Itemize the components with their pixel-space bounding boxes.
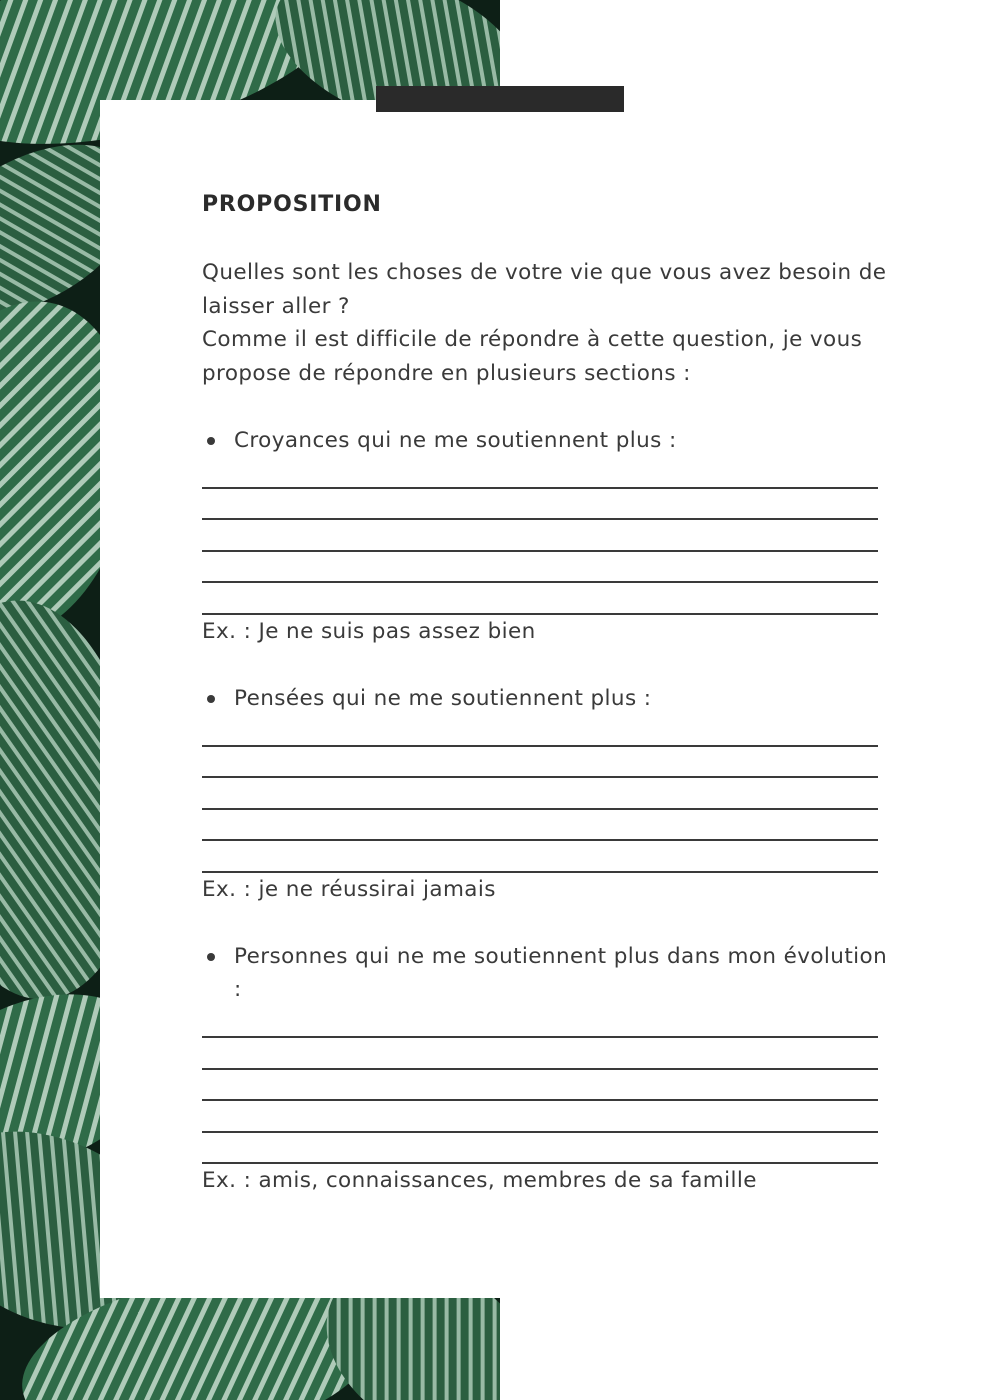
bullet-icon: [202, 682, 234, 716]
answer-line[interactable]: [202, 1068, 878, 1102]
section-thoughts: [202, 682, 892, 907]
list-item: [202, 940, 892, 1007]
intro-instructions: Comme il est difficile de répondre à cette question, je vous propose de répondre en plusieurs sections :: [202, 327, 863, 386]
answer-line[interactable]: [202, 1099, 878, 1133]
section-label: Croyances qui ne me soutiennent plus :: [234, 427, 677, 453]
intro-question: Quelles sont les choses de votre vie que vous avez besoin de laisser aller ?: [202, 260, 887, 319]
section-label: Personnes qui ne me soutiennent plus dans mon évolution :: [234, 943, 888, 1002]
answer-line[interactable]: [202, 1036, 878, 1070]
list-item: [202, 682, 892, 716]
list-item: [202, 424, 892, 458]
answer-line[interactable]: [202, 1131, 878, 1165]
answer-line[interactable]: [202, 839, 878, 873]
decorative-bar: [376, 86, 624, 112]
answer-line[interactable]: [202, 581, 878, 615]
answer-line[interactable]: [202, 713, 878, 747]
section-label: Pensées qui ne me soutiennent plus :: [234, 685, 652, 711]
answer-line[interactable]: [202, 776, 878, 810]
answer-line[interactable]: [202, 1005, 878, 1039]
section-people: [202, 940, 892, 1198]
answer-line[interactable]: [202, 745, 878, 779]
intro-text: [202, 256, 892, 390]
section-example: Ex. : amis, connaissances, membres de sa famille: [202, 1168, 757, 1193]
answer-line[interactable]: [202, 518, 878, 552]
section-beliefs: [202, 424, 892, 649]
bullet-icon: [202, 940, 234, 1007]
bullet-icon: [202, 424, 234, 458]
worksheet-content: [202, 188, 892, 1198]
answer-line[interactable]: [202, 455, 878, 489]
answer-line[interactable]: [202, 808, 878, 842]
page-title: PROPOSITION: [202, 192, 382, 217]
answer-line[interactable]: [202, 550, 878, 584]
section-example: Ex. : je ne réussirai jamais: [202, 876, 496, 902]
answer-line[interactable]: [202, 487, 878, 521]
section-example: Ex. : Je ne suis pas assez bien: [202, 618, 536, 644]
